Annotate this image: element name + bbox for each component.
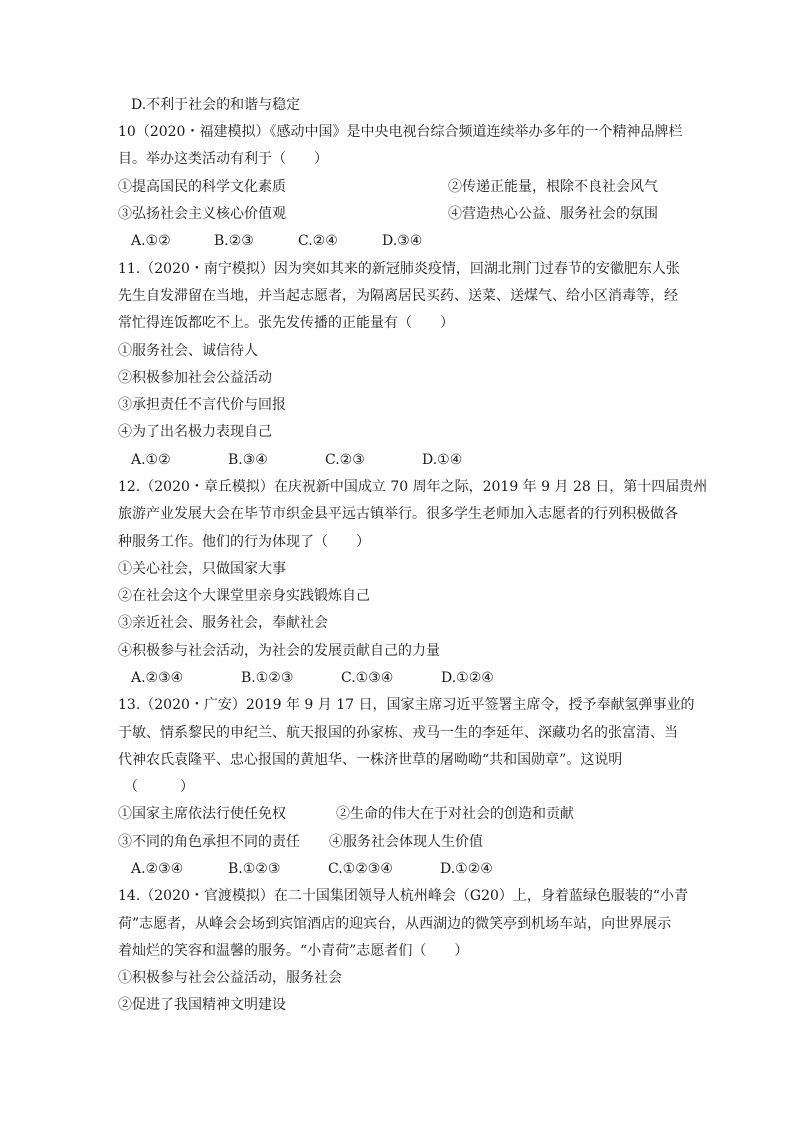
q14-stem-line-3: 着灿烂的笑容和温馨的服务。“小青荷”志愿者们（ ） — [118, 943, 469, 959]
q11-option-d: D.①④ — [422, 452, 463, 468]
q13-item-3: ③不同的角色承担不同的责任 — [118, 834, 300, 850]
q13-stem-line-2: 于敏、情系黎民的申纪兰、航天报国的孙家栋、戎马一生的李延年、深藏功名的张富清、当 — [118, 725, 678, 741]
q12-option-b: B.①②③ — [241, 670, 294, 686]
q11-option-c: C.②③ — [325, 452, 365, 468]
q10-option-b: B.②③ — [214, 233, 254, 249]
q13-item-1: ①国家主席依法行使任免权 — [118, 806, 286, 822]
q14-item-1: ①积极参与社会公益活动，服务社会 — [118, 970, 342, 986]
q11-option-b: B.③④ — [228, 452, 268, 468]
q13-items-row-2 — [118, 832, 483, 852]
q13-answer-options — [131, 859, 493, 879]
q11-item-2: ②积极参加社会公益活动 — [118, 370, 272, 386]
q10-stem-line-1: 10（2020・福建模拟）《感动中国》是中央电视台综合频道连续举办多年的一个精神品牌栏 — [118, 124, 683, 140]
q11-stem-line-3: 常忙得连饭都吃不上。张先发传播的正能量有（ ） — [118, 315, 454, 331]
q12-option-d: D.①②④ — [441, 670, 494, 686]
q12-stem-line-3: 种服务工作。他们的行为体现了（ ） — [118, 534, 370, 550]
q13-items-row-1 — [118, 804, 574, 824]
q12-item-3: ③亲近社会、服务社会，奉献社会 — [118, 615, 328, 631]
q11-item-1: ①服务社会、诚信待人 — [118, 343, 258, 359]
q11-answer-options — [131, 450, 462, 470]
q13-item-4: ④服务社会体现人生价值 — [329, 834, 483, 850]
q11-option-a: A.①② — [131, 452, 171, 468]
q12-item-2: ②在社会这个大课堂里亲身实践锻炼自己 — [118, 588, 370, 604]
q14-item-2: ②促进了我国精神文明建设 — [118, 997, 286, 1013]
q11-item-3: ③承担责任不言代价与回报 — [118, 397, 286, 413]
q13-item-2: ②生命的伟大在于对社会的创造和贡献 — [336, 806, 574, 822]
q13-option-d: D.①②④ — [440, 861, 493, 877]
q13-option-a: A.②③④ — [131, 861, 184, 877]
q13-option-b: B.①②③ — [228, 861, 281, 877]
q12-option-c: C.①③④ — [341, 670, 394, 686]
q13-option-c: C.①②③④ — [328, 861, 393, 877]
q13-stem-line-3: 代神农氏袁隆平、忠心报国的黄旭华、一株济世草的屠呦呦“共和国勋章”。这说明 — [118, 752, 623, 768]
q10-answer-options — [131, 231, 422, 251]
q10-item-4: ④营造热心公益、服务社会的氛围 — [448, 206, 658, 222]
q12-stem-line-2: 旅游产业发展大会在毕节市织金县平远古镇举行。很多学生老师加入志愿者的行列积极做各 — [118, 506, 678, 522]
q10-option-a: A.①② — [131, 233, 171, 249]
q9-option-d: D.不利于社会的和谐与稳定 — [131, 97, 301, 113]
q10-item-1: ①提高国民的科学文化素质 — [118, 179, 286, 195]
q10-option-c: C.②④ — [298, 233, 338, 249]
q12-item-4: ④积极参与社会活动，为社会的发展贡献自己的力量 — [118, 643, 440, 659]
q14-stem-line-1: 14.（2020・官渡模拟）在二十国集团领导人杭州峰会（G20）上，身着蓝绿色服装的“小青 — [118, 888, 689, 904]
q14-stem-line-2: 荷”志愿者，从峰会会场到宾馆酒店的迎宾台，从西湖边的微笑亭到机场车站，向世界展示 — [118, 916, 672, 932]
q10-item-2: ②传递正能量，根除不良社会风气 — [448, 179, 658, 195]
q10-option-d: D.③④ — [382, 233, 423, 249]
q11-stem-line-2: 先生自发滞留在当地，并当起志愿者，为隔离居民买药、送菜、送煤气、给小区消毒等，经 — [118, 288, 678, 304]
q12-option-a: A.②③④ — [131, 670, 184, 686]
q13-stem-line-1: 13.（2020・广安）2019 年 9 月 17 日，国家主席习近平签署主席令，授予奉献氢弹事业的 — [118, 697, 695, 713]
q12-item-1: ①关心社会，只做国家大事 — [118, 561, 286, 577]
q10-stem-line-2: 目。举办这类活动有利于（ ） — [118, 151, 328, 167]
q10-item-3: ③弘扬社会主义核心价值观 — [118, 206, 286, 222]
q11-item-4: ④为了出名极力表现自己 — [118, 424, 272, 440]
q12-answer-options — [131, 668, 494, 688]
q13-stem-line-4: （ ） — [124, 779, 194, 795]
q11-stem-line-1: 11.（2020・南宁模拟）因为突如其来的新冠肺炎疫情，回湖北荆门过春节的安徽肥东人张 — [118, 261, 680, 277]
q12-stem-line-1: 12.（2020・章丘模拟）在庆祝新中国成立 70 周年之际，2019 年 9 月 28 日，第十四届贵州 — [118, 479, 708, 495]
